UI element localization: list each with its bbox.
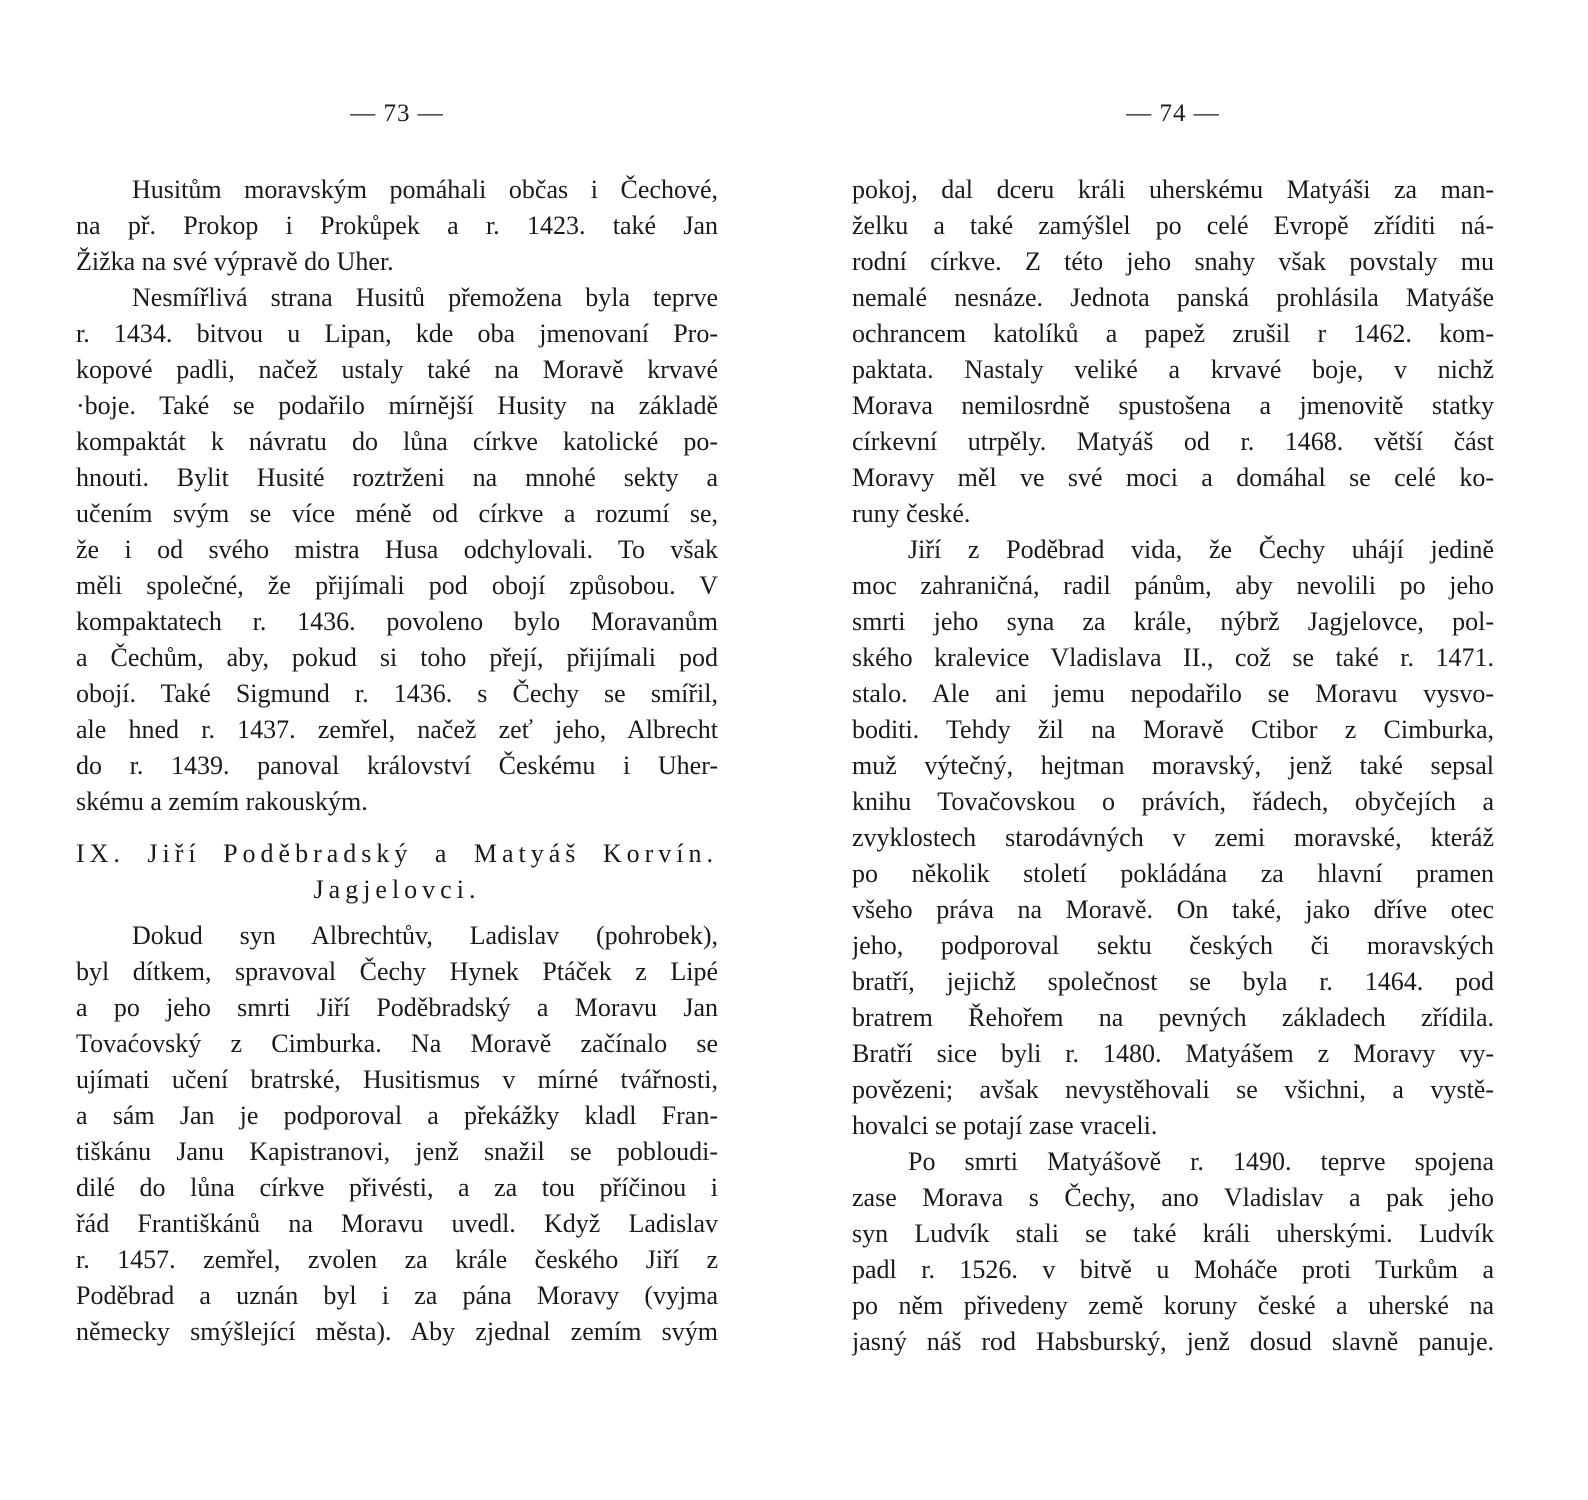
text-line: bratrem Řehořem na pevných základech zřídila. xyxy=(852,1003,1494,1032)
text-line: učením svým se více méně od církve a rozumí se, xyxy=(76,499,718,528)
text-line: padl r. 1526. v bitvě u Moháče proti Turkům a xyxy=(852,1255,1494,1284)
text-line: r. 1457. zemřel, zvolen za krále českého Jiří z xyxy=(76,1245,718,1274)
text-line: ochrancem katolíků a papež zrušil r 1462. kom- xyxy=(852,319,1494,348)
left-page xyxy=(76,0,718,1500)
text-line: boditi. Tehdy žil na Moravě Ctibor z Cimburka, xyxy=(852,715,1494,744)
text-line: r. 1434. bitvou u Lipan, kde oba jmenovaní Pro- xyxy=(76,319,718,348)
paragraph xyxy=(852,1144,1494,1360)
text-line: ·boje. Také se podařilo mírnější Husity na základě xyxy=(76,391,718,420)
page-number: — 74 — xyxy=(1126,100,1220,127)
text-line: Dokud syn Albrechtův, Ladislav (pohrobek), xyxy=(132,921,718,950)
text-line: a sám Jan je podporoval a překážky kladl Fran- xyxy=(76,1101,718,1130)
text-line: ale hned r. 1437. zemřel, načež zeť jeho, Albrecht xyxy=(76,715,718,744)
text-line: hnouti. Bylit Husité roztrženi na mnohé sekty a xyxy=(76,463,718,492)
text-line: želku a také zamýšlel po celé Evropě zříditi ná- xyxy=(852,211,1494,240)
text-line: hovalci se potají zase vraceli. xyxy=(852,1111,1158,1140)
text-line: povězeni; avšak nevystěhovali se všichni, a vystě- xyxy=(852,1075,1494,1104)
text-line: runy české. xyxy=(852,499,971,528)
text-line: všeho práva na Moravě. On také, jako dříve otec xyxy=(852,895,1494,924)
text-line: zvyklostech starodávných v zemi moravské, kteráž xyxy=(852,823,1494,852)
text-line: muž výtečný, hejtman moravský, jenž také sepsal xyxy=(852,751,1494,780)
paragraph xyxy=(76,918,718,1350)
text-line: Husitům moravským pomáhali občas i Čechové, xyxy=(132,175,718,204)
text-line: ského kralevice Vladislava II., což se také r. 1471. xyxy=(852,643,1494,672)
text-line: po několik století pokládána za hlavní pramen xyxy=(852,859,1494,888)
text-line: Tovaćovský z Cimburka. Na Moravě začínalo se xyxy=(76,1029,718,1058)
text-line: zase Morava s Čechy, ano Vladislav a pak jeho xyxy=(852,1183,1494,1212)
text-line: Morava nemilosrdně spustošena a jmenovitě statky xyxy=(852,391,1494,420)
text-line: že i od svého mistra Husa odchylovali. To však xyxy=(76,535,718,564)
text-line: Bratří sice byli r. 1480. Matyášem z Moravy vy- xyxy=(852,1039,1494,1068)
text-line: byl dítkem, spravoval Čechy Hynek Ptáček z Lipé xyxy=(76,957,718,986)
text-line: německy smýšlející města). Aby zjednal zemím svým xyxy=(76,1317,718,1346)
text-line: knihu Tovačovskou o právích, řádech, obyčejích a xyxy=(852,787,1494,816)
text-line: moc zahraničná, radil pánům, aby nevolili po jeho xyxy=(852,571,1494,600)
paragraph xyxy=(852,172,1494,532)
text-line: nemalé nesnáze. Jednota panská prohlásila Matyáše xyxy=(852,283,1494,312)
text-line: na př. Prokop i Prokůpek a r. 1423. také Jan xyxy=(76,211,718,240)
left-page-text xyxy=(76,172,718,1350)
text-line: Poděbrad a uznán byl i za pána Moravy (vyjma xyxy=(76,1281,718,1310)
text-line: rodní církve. Z této jeho snahy však povstaly mu xyxy=(852,247,1494,276)
chapter-heading xyxy=(76,836,718,908)
text-line: obojí. Také Sigmund r. 1436. s Čechy se smířil, xyxy=(76,679,718,708)
text-line: kopové padli, načež ustaly také na Moravě krvavé xyxy=(76,355,718,384)
text-line: bratří, jejichž společnost se byla r. 1464. pod xyxy=(852,967,1494,996)
paragraph xyxy=(76,172,718,280)
text-line: měli společné, že přijímali pod obojí způsobou. V xyxy=(76,571,718,600)
text-line: a po jeho smrti Jiří Poděbradský a Moravu Jan xyxy=(76,993,718,1022)
text-line: do r. 1439. panoval království Českému i Uher- xyxy=(76,751,718,780)
heading-line: IX. Jiří Poděbradský a Matyáš Korvín. xyxy=(76,839,718,868)
text-line: jeho, podporoval sektu českých či moravských xyxy=(852,931,1494,960)
text-line: jasný náš rod Habsburský, jenž dosud slavně panuje. xyxy=(852,1327,1494,1356)
text-line: smrti jeho syna za krále, nýbrž Jagjelovce, pol- xyxy=(852,607,1494,636)
text-line: tiškánu Janu Kapistranovi, jenž snažil se pobloudi- xyxy=(76,1137,718,1166)
text-line: po něm přivedeny země koruny české a uherské na xyxy=(852,1291,1494,1320)
right-page-text xyxy=(852,172,1494,1360)
text-line: a Čechům, aby, pokud si toho přejí, přijímali pod xyxy=(76,643,718,672)
text-line: Moravy měl ve své moci a domáhal se celé ko- xyxy=(852,463,1494,492)
text-line: syn Ludvík stali se také králi uherskými. Ludvík xyxy=(852,1219,1494,1248)
text-line: stalo. Ale ani jemu nepodařilo se Moravu vysvo- xyxy=(852,679,1494,708)
text-line: církevní utrpěly. Matyáš od r. 1468. větší část xyxy=(852,427,1494,456)
paragraph xyxy=(76,280,718,820)
text-line: Po smrti Matyášově r. 1490. teprve spojena xyxy=(908,1147,1494,1176)
text-line: kompaktát k návratu do lůna církve katolické po- xyxy=(76,427,718,456)
right-page xyxy=(852,0,1494,1500)
paragraph xyxy=(852,532,1494,1144)
text-line: ujímati učení bratrské, Husitismus v mírné tvářnosti, xyxy=(76,1065,718,1094)
text-line: pokoj, dal dceru králi uherskému Matyáši za man- xyxy=(852,175,1494,204)
text-line: dilé do lůna církve přivésti, a za tou příčinou i xyxy=(76,1173,718,1202)
text-line: Nesmířlivá strana Husitů přemožena byla teprve xyxy=(132,283,718,312)
text-line: kompaktatech r. 1436. povoleno bylo Moravanům xyxy=(76,607,718,636)
text-line: Jiří z Poděbrad vida, že Čechy uhájí jedině xyxy=(908,535,1494,564)
text-line: řád Františkánů na Moravu uvedl. Když Ladislav xyxy=(76,1209,718,1238)
text-line: skému a zemím rakouským. xyxy=(76,787,368,816)
heading-line: Jagjelovci. xyxy=(313,875,481,904)
text-line: paktata. Nastaly veliké a krvavé boje, v nichž xyxy=(852,355,1494,384)
page-number: — 73 — xyxy=(350,100,444,127)
text-line: Žižka na své výpravě do Uher. xyxy=(76,247,394,276)
